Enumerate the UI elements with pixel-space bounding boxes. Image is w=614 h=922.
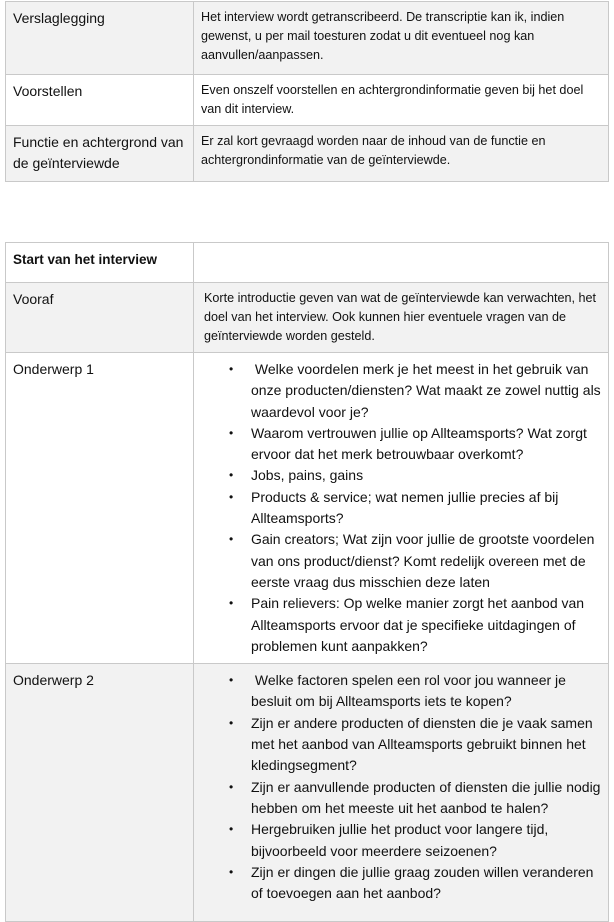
question-text: Pain relievers: Op welke manier zorgt het aanbod van Allteamsports ervoor dat je specifieke uitdagingen of problemen kunt aanpakken? [251,595,585,654]
list-item [229,862,601,905]
question-text: Welke voordelen merk je het meest in het gebruik van onze producten/diensten? Wat maakt ze zowel nuttig als waardevol voor je? [251,361,605,420]
section-title: Start van het interview [13,252,158,267]
question-text: Hergebruiken jullie het product voor langere tijd, bijvoorbeeld voor meerdere seizoenen? [251,821,549,859]
row-label: Onderwerp 1 [13,361,94,377]
list-item [229,713,601,777]
question-text: Zijn er dingen die jullie graag zouden willen veranderen of toevoegen aan het aanbod? [251,863,594,902]
list-item [229,819,601,862]
list-item [229,593,601,657]
question-text: Gain creators; Wat zijn voor jullie de grootste voordelen van ons product/dienst? Komt redelijk overeen met de eerste vraag dus misschien deze laten [251,531,595,590]
bullet-icon: • [229,596,234,611]
row-text-cell [194,283,609,353]
row-text-cell [194,126,609,182]
table-row [6,283,609,353]
list-item [229,670,601,713]
table-row [6,126,609,182]
row-text: Korte introductie geven van wat de geïnterviewde kan verwachten, het doel van het interview. Ook kunnen hier eventuele vragen van de geïnterviewde worden gesteld. [204,291,597,343]
bullet-icon: • [229,362,234,376]
row-text: Even onszelf voorstellen en achtergrondinformatie geven bij het doel van dit interview. [201,83,584,116]
list-item [229,529,601,593]
bullet-icon: • [229,489,234,504]
question-text: Jobs, pains, gains [251,467,364,484]
table-header-row [6,243,609,283]
row-list-cell [194,353,609,664]
list-item [229,359,605,423]
row-label: Verslaglegging [13,10,105,26]
bullet-icon: • [229,822,234,837]
row-list-cell [194,664,609,922]
bullet-icon: • [229,864,234,879]
row-label-cell [6,664,194,922]
intro-table [5,1,609,182]
row-text-cell [194,75,609,126]
row-label-cell [6,353,194,664]
bullet-icon: • [229,468,234,483]
bullet-icon: • [229,532,234,547]
row-text-cell [194,2,609,75]
bullet-icon: • [229,673,234,688]
list-item [229,465,601,486]
row-label-cell [6,2,194,75]
row-label: Vooraf [13,291,54,307]
question-list [201,359,605,657]
table-row [6,2,609,75]
header-empty-cell [194,243,609,283]
question-text: Zijn er aanvullende producten of diensten die jullie nodig hebben om het meeste uit het aanbod te halen? [251,778,601,816]
question-text: Products & service; wat nemen jullie precies af bij Allteamsports? [251,488,559,527]
bullet-icon: • [229,715,234,730]
question-text: Zijn er andere producten of diensten die je vaak samen met het aanbod van Allteamsports gebruikt binnen het kledingsegment? [251,714,593,774]
list-item [229,777,601,820]
question-list [201,670,601,904]
row-label-cell [6,283,194,353]
list-item [229,423,601,466]
row-label-cell [6,126,194,182]
table-row [6,664,609,922]
question-text: Waarom vertrouwen jullie op Allteamsports? Wat zorgt ervoor dat het merk betrouwbaar overkomt? [251,424,587,463]
question-text: Welke factoren spelen een rol voor jou wanneer je besluit om bij Allteamsports iets te kopen? [251,672,570,710]
row-label: Functie en achtergrond van de geïnterviewde [13,134,184,171]
row-text: Het interview wordt getranscribeerd. De transcriptie kan ik, indien gewenst, u per mail toesturen zodat u dit eventueel nog kan aanvullen/aanpassen. [201,10,565,62]
header-label-cell [6,243,194,283]
bullet-icon: • [229,425,234,440]
row-text: Er zal kort gevraagd worden naar de inhoud van de functie en achtergrondinformatie van de geïnterviewde. [201,134,546,167]
row-label: Onderwerp 2 [13,672,94,689]
bullet-icon: • [229,779,234,794]
row-label-cell [6,75,194,126]
interview-table [5,242,609,922]
row-label: Voorstellen [13,83,83,99]
table-row [6,75,609,126]
list-item [229,487,601,530]
table-row [6,353,609,664]
